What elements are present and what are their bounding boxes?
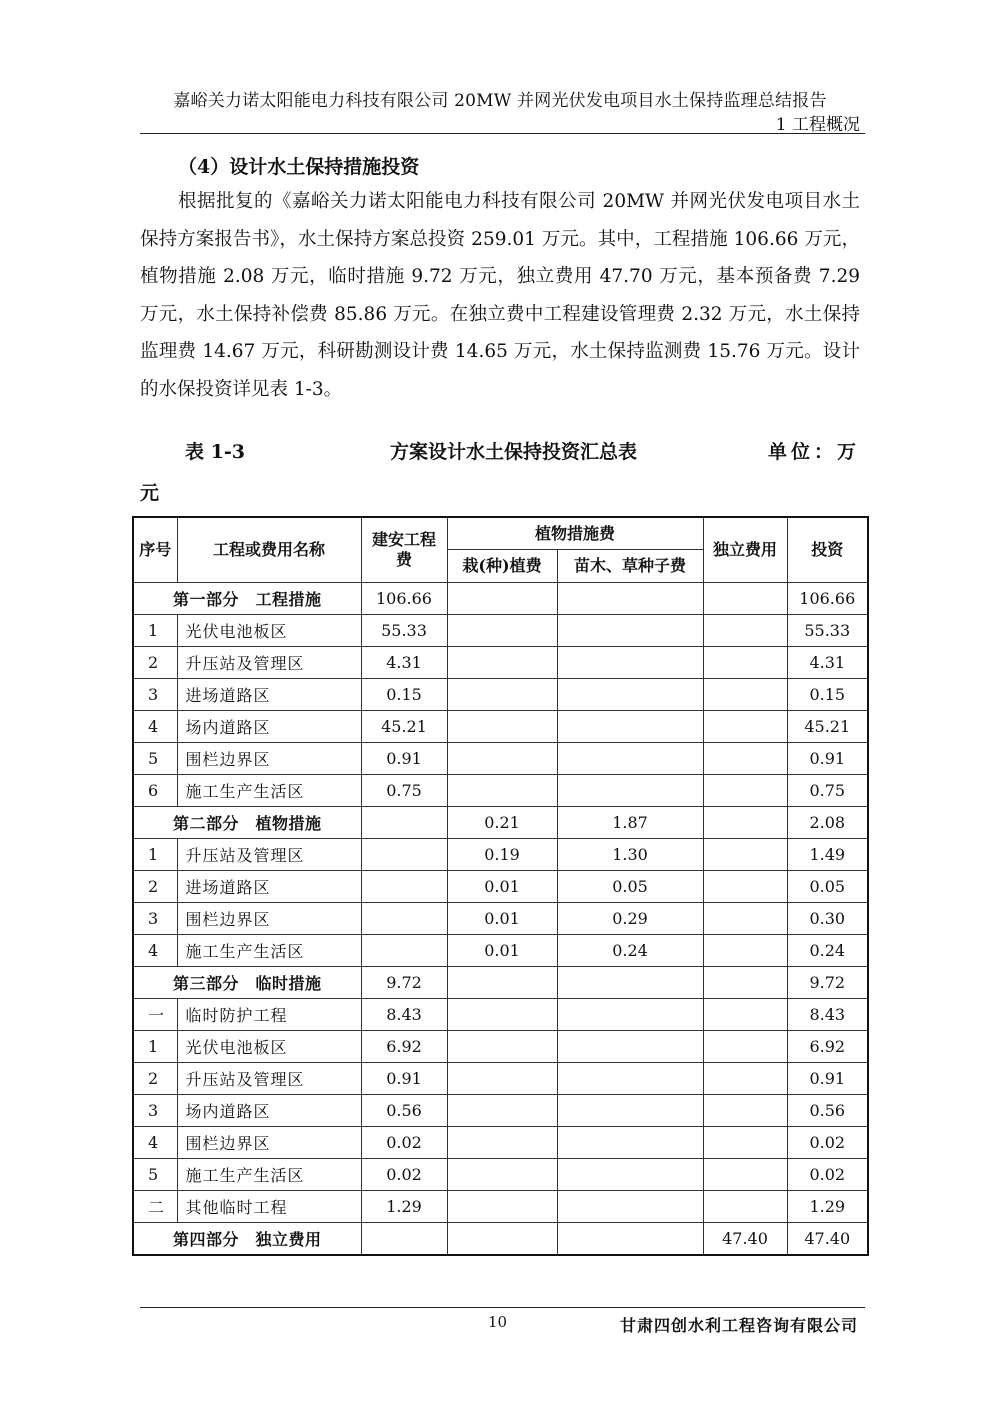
planting-cell: 0.21	[447, 807, 557, 839]
construction-cell: 106.66	[361, 583, 447, 615]
seedling-cell	[557, 1031, 703, 1063]
seq-cell: 2	[133, 1063, 177, 1095]
independent-cell	[703, 679, 787, 711]
seedling-cell	[557, 679, 703, 711]
construction-cell: 55.33	[361, 615, 447, 647]
construction-cell: 0.15	[361, 679, 447, 711]
seq-cell: 3	[133, 679, 177, 711]
construction-cell: 0.56	[361, 1095, 447, 1127]
construction-cell: 6.92	[361, 1031, 447, 1063]
independent-cell	[703, 903, 787, 935]
independent-cell	[703, 967, 787, 999]
item-name-cell: 其他临时工程	[177, 1191, 361, 1223]
item-name-cell: 升压站及管理区	[177, 1063, 361, 1095]
item-name-cell: 围栏边界区	[177, 903, 361, 935]
construction-cell: 0.91	[361, 743, 447, 775]
report-header-title: 嘉峪关力诺太阳能电力科技有限公司 20MW 并网光伏发电项目水土保持监理总结报告	[173, 91, 827, 111]
seq-cell: 二	[133, 1191, 177, 1223]
item-name-cell: 施工生产生活区	[177, 775, 361, 807]
independent-cell	[703, 1031, 787, 1063]
independent-cell	[703, 1063, 787, 1095]
planting-cell: 0.01	[447, 903, 557, 935]
item-name-cell: 光伏电池板区	[177, 615, 361, 647]
independent-cell	[703, 647, 787, 679]
investment-cell: 106.66	[787, 583, 868, 615]
table-part-row	[133, 1223, 868, 1256]
investment-cell: 0.15	[787, 679, 868, 711]
header-plant-group: 植物措施费	[447, 517, 703, 550]
independent-cell	[703, 743, 787, 775]
construction-cell	[361, 1223, 447, 1256]
seq-cell: 2	[133, 647, 177, 679]
planting-cell	[447, 775, 557, 807]
seedling-cell	[557, 647, 703, 679]
table-row	[133, 743, 868, 775]
investment-cell: 1.49	[787, 839, 868, 871]
planting-cell	[447, 1127, 557, 1159]
planting-cell	[447, 1063, 557, 1095]
part-name-cell: 第四部分 独立费用	[133, 1223, 361, 1256]
construction-cell: 0.02	[361, 1127, 447, 1159]
seq-cell: 1	[133, 839, 177, 871]
table-row	[133, 839, 868, 871]
seedling-cell	[557, 615, 703, 647]
construction-cell: 0.02	[361, 1159, 447, 1191]
item-name-cell: 施工生产生活区	[177, 1159, 361, 1191]
construction-cell: 0.75	[361, 775, 447, 807]
construction-cell	[361, 903, 447, 935]
planting-cell	[447, 615, 557, 647]
independent-cell	[703, 807, 787, 839]
item-name-cell: 升压站及管理区	[177, 839, 361, 871]
part-name-cell: 第一部分 工程措施	[133, 583, 361, 615]
investment-cell: 0.75	[787, 775, 868, 807]
investment-cell: 47.40	[787, 1223, 868, 1256]
table-row	[133, 935, 868, 967]
table-part-row	[133, 967, 868, 999]
planting-cell	[447, 743, 557, 775]
investment-cell: 0.05	[787, 871, 868, 903]
seq-cell: 5	[133, 743, 177, 775]
planting-cell	[447, 711, 557, 743]
header-seedling: 苗木、草种子费	[557, 550, 703, 583]
seedling-cell: 1.30	[557, 839, 703, 871]
construction-cell: 45.21	[361, 711, 447, 743]
construction-cell	[361, 839, 447, 871]
planting-cell	[447, 679, 557, 711]
independent-cell	[703, 839, 787, 871]
investment-cell: 2.08	[787, 807, 868, 839]
seedling-cell	[557, 1127, 703, 1159]
seedling-cell	[557, 711, 703, 743]
header-investment: 投资	[787, 517, 868, 583]
planting-cell	[447, 583, 557, 615]
investment-cell: 0.91	[787, 1063, 868, 1095]
construction-cell: 4.31	[361, 647, 447, 679]
investment-summary-table	[132, 516, 869, 1256]
investment-cell: 0.91	[787, 743, 868, 775]
table-row	[133, 1095, 868, 1127]
header-name: 工程或费用名称	[177, 517, 361, 583]
table-unit: 单位：万	[767, 441, 860, 463]
table-caption	[140, 437, 860, 467]
seedling-cell	[557, 743, 703, 775]
independent-cell	[703, 935, 787, 967]
item-name-cell: 场内道路区	[177, 1095, 361, 1127]
seq-cell: 6	[133, 775, 177, 807]
part-name-cell: 第二部分 植物措施	[133, 807, 361, 839]
table-row	[133, 999, 868, 1031]
table-part-row	[133, 807, 868, 839]
seedling-cell: 0.24	[557, 935, 703, 967]
investment-cell: 55.33	[787, 615, 868, 647]
table-number: 表 1-3	[185, 441, 245, 463]
planting-cell	[447, 1159, 557, 1191]
independent-cell	[703, 1127, 787, 1159]
seedling-cell	[557, 1063, 703, 1095]
header-divider	[140, 133, 865, 134]
investment-cell: 0.30	[787, 903, 868, 935]
page-number: 10	[488, 1313, 508, 1331]
body-paragraph: 根据批复的《嘉峪关力诺太阳能电力科技有限公司 20MW 并网光伏发电项目水土保持方案报告书》，水土保持方案总投资 259.01 万元。其中，工程措施 106.66 万元，植物措施 2.08 万元，临时措施 9.72 万元，独立费用 47.70 万元，基本预备费 7.29 万元，水土保持补偿费 85.86 万元。在独立费中工程建设管理费 2.32 万元，水土保持监理费 14.67 万元，科研勘测设计费 14.65 万元，水土保持监测费 15.76 万元。设计的水保投资详见表 1-3。	[140, 191, 860, 400]
independent-cell	[703, 711, 787, 743]
seq-cell: 5	[133, 1159, 177, 1191]
investment-cell: 1.29	[787, 1191, 868, 1223]
table-row	[133, 679, 868, 711]
header-planting: 栽(种)植费	[447, 550, 557, 583]
seq-cell: 4	[133, 711, 177, 743]
investment-cell: 4.31	[787, 647, 868, 679]
construction-cell: 8.43	[361, 999, 447, 1031]
seq-cell: 1	[133, 615, 177, 647]
planting-cell	[447, 647, 557, 679]
table-row	[133, 775, 868, 807]
item-name-cell: 升压站及管理区	[177, 647, 361, 679]
seq-cell: 3	[133, 903, 177, 935]
independent-cell	[703, 1191, 787, 1223]
table-row	[133, 1159, 868, 1191]
table-unit-continuation: 元	[140, 482, 160, 504]
seedling-cell	[557, 1191, 703, 1223]
seedling-cell	[557, 999, 703, 1031]
planting-cell: 0.01	[447, 935, 557, 967]
independent-cell	[703, 999, 787, 1031]
construction-cell	[361, 807, 447, 839]
planting-cell: 0.19	[447, 839, 557, 871]
table-row	[133, 647, 868, 679]
table-row	[133, 903, 868, 935]
independent-cell	[703, 1095, 787, 1127]
table-part-row	[133, 583, 868, 615]
independent-cell	[703, 871, 787, 903]
construction-cell: 9.72	[361, 967, 447, 999]
table-row	[133, 1063, 868, 1095]
table-row	[133, 1031, 868, 1063]
table-row	[133, 711, 868, 743]
seedling-cell	[557, 1159, 703, 1191]
seq-cell: 一	[133, 999, 177, 1031]
independent-cell	[703, 583, 787, 615]
investment-cell: 0.02	[787, 1127, 868, 1159]
investment-cell: 6.92	[787, 1031, 868, 1063]
header-independent: 独立费用	[703, 517, 787, 583]
construction-cell	[361, 935, 447, 967]
independent-cell: 47.40	[703, 1223, 787, 1256]
seedling-cell	[557, 1095, 703, 1127]
seedling-cell: 1.87	[557, 807, 703, 839]
header-construction: 建安工程费	[361, 517, 447, 583]
header-seq: 序号	[133, 517, 177, 583]
independent-cell	[703, 615, 787, 647]
company-name: 甘肃四创水利工程咨询有限公司	[619, 1316, 858, 1335]
seedling-cell	[557, 967, 703, 999]
construction-cell: 1.29	[361, 1191, 447, 1223]
planting-cell	[447, 967, 557, 999]
seq-cell: 2	[133, 871, 177, 903]
table-row	[133, 1127, 868, 1159]
item-name-cell: 场内道路区	[177, 711, 361, 743]
seq-cell: 4	[133, 1127, 177, 1159]
part-name-cell: 第三部分 临时措施	[133, 967, 361, 999]
footer-divider	[140, 1307, 865, 1308]
construction-cell: 0.91	[361, 1063, 447, 1095]
independent-cell	[703, 1159, 787, 1191]
table-body	[133, 583, 868, 1256]
planting-cell	[447, 1031, 557, 1063]
planting-cell	[447, 1191, 557, 1223]
item-name-cell: 进场道路区	[177, 679, 361, 711]
item-name-cell: 临时防护工程	[177, 999, 361, 1031]
item-name-cell: 围栏边界区	[177, 1127, 361, 1159]
seq-cell: 4	[133, 935, 177, 967]
table-row	[133, 1191, 868, 1223]
investment-cell: 8.43	[787, 999, 868, 1031]
seedling-cell: 0.29	[557, 903, 703, 935]
planting-cell: 0.01	[447, 871, 557, 903]
item-name-cell: 施工生产生活区	[177, 935, 361, 967]
seq-cell: 1	[133, 1031, 177, 1063]
section-heading: （4）设计水土保持措施投资	[178, 156, 420, 178]
seedling-cell	[557, 775, 703, 807]
item-name-cell: 光伏电池板区	[177, 1031, 361, 1063]
investment-cell: 0.56	[787, 1095, 868, 1127]
seedling-cell: 0.05	[557, 871, 703, 903]
planting-cell	[447, 1095, 557, 1127]
construction-cell	[361, 871, 447, 903]
seq-cell: 3	[133, 1095, 177, 1127]
investment-cell: 0.02	[787, 1159, 868, 1191]
investment-cell: 0.24	[787, 935, 868, 967]
investment-cell: 9.72	[787, 967, 868, 999]
table-title: 方案设计水土保持投资汇总表	[390, 441, 638, 463]
item-name-cell: 围栏边界区	[177, 743, 361, 775]
seedling-cell	[557, 1223, 703, 1256]
item-name-cell: 进场道路区	[177, 871, 361, 903]
table-row	[133, 871, 868, 903]
table-row	[133, 615, 868, 647]
report-header-section: 1 工程概况	[775, 115, 860, 135]
planting-cell	[447, 999, 557, 1031]
planting-cell	[447, 1223, 557, 1256]
independent-cell	[703, 775, 787, 807]
seedling-cell	[557, 583, 703, 615]
investment-cell: 45.21	[787, 711, 868, 743]
